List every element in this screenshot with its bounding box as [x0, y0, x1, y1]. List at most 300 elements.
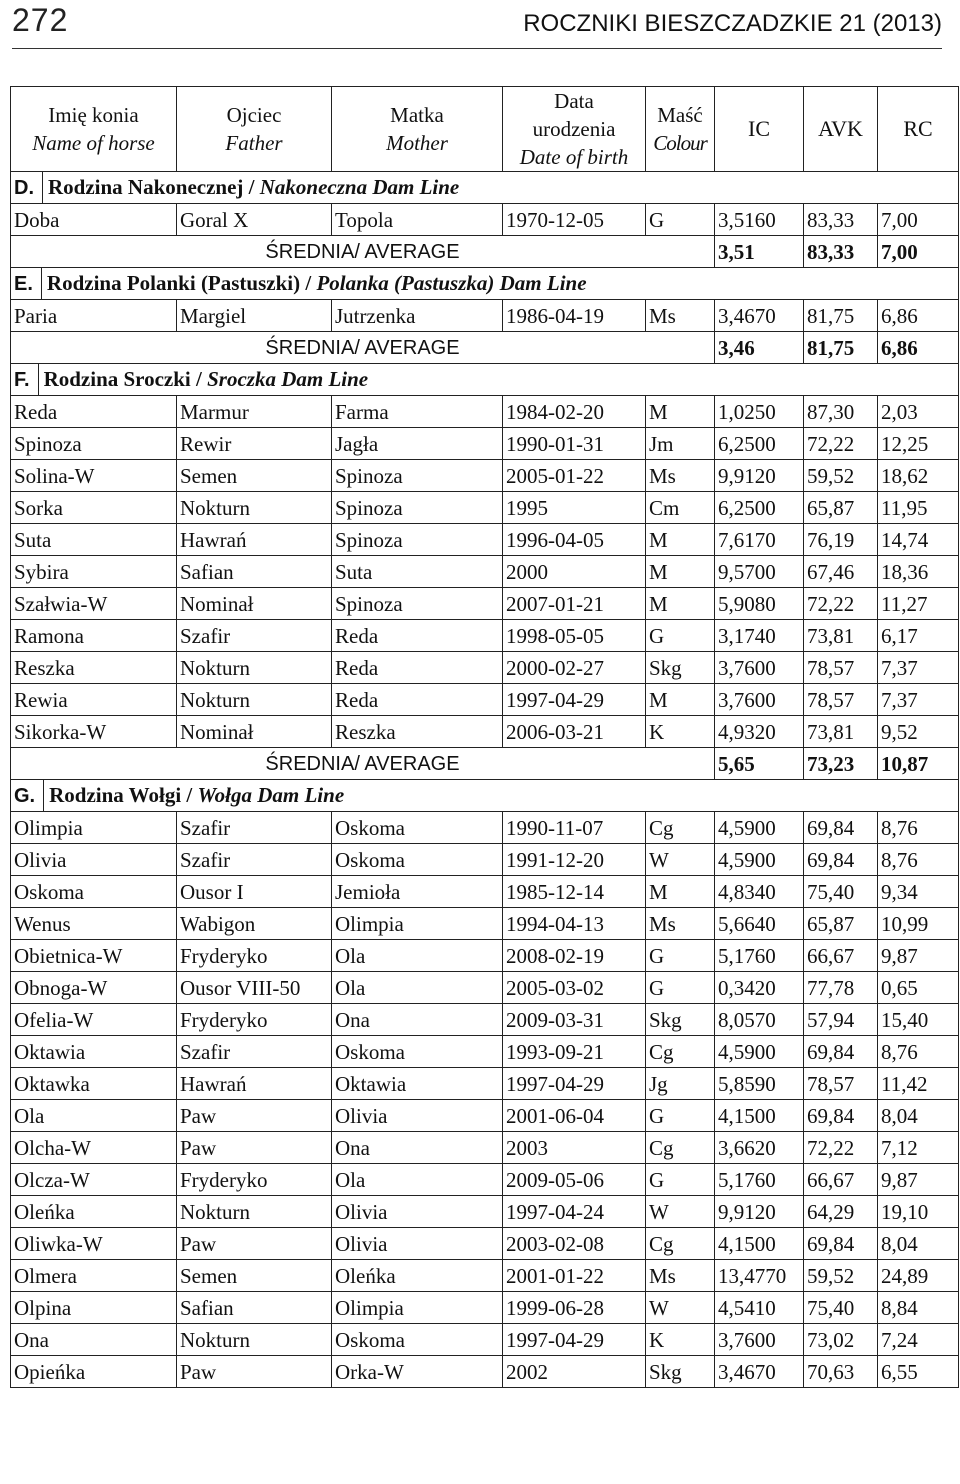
- section-letter-text: F.: [14, 369, 30, 391]
- cell-date-of-birth: 2003: [503, 1132, 646, 1164]
- cell-date-of-birth: 2000-02-27: [503, 652, 646, 684]
- table-row: [11, 1068, 959, 1100]
- cell-avk: 75,40: [804, 1292, 878, 1324]
- cell-avk: 69,84: [804, 812, 878, 844]
- cell-avk: 64,29: [804, 1196, 878, 1228]
- cell-father: Paw: [177, 1132, 332, 1164]
- cell-rc: 9,87: [878, 1164, 959, 1196]
- cell-father: Szafir: [177, 1036, 332, 1068]
- table-row: [11, 1228, 959, 1260]
- table-row: [11, 1100, 959, 1132]
- cell-colour: M: [646, 588, 715, 620]
- cell-rc: 19,10: [878, 1196, 959, 1228]
- cell-father: Paw: [177, 1100, 332, 1132]
- cell-mother: Topola: [332, 204, 503, 236]
- average-rc: 6,86: [878, 332, 959, 364]
- cell-ic: 4,1500: [715, 1228, 804, 1260]
- cell-rc: 7,24: [878, 1324, 959, 1356]
- cell-name: Suta: [11, 524, 177, 556]
- cell-father: Rewir: [177, 428, 332, 460]
- table-body: [11, 87, 959, 1388]
- average-ic: 3,46: [715, 332, 804, 364]
- cell-father: Nokturn: [177, 1196, 332, 1228]
- cell-rc: 7,37: [878, 684, 959, 716]
- cell-colour: Cg: [646, 1132, 715, 1164]
- cell-ic: 3,4670: [715, 1356, 804, 1388]
- cell-rc: 11,42: [878, 1068, 959, 1100]
- cell-mother: Olivia: [332, 1196, 503, 1228]
- cell-ic: 5,6640: [715, 908, 804, 940]
- cell-date-of-birth: 2003-02-08: [503, 1228, 646, 1260]
- col-header-father: Ojciec Father: [177, 87, 332, 172]
- cell-mother: Jagła: [332, 428, 503, 460]
- cell-avk: 67,46: [804, 556, 878, 588]
- section-title-en: Polanka (Pastuszka) Dam Line: [316, 271, 587, 295]
- cell-name: Olmera: [11, 1260, 177, 1292]
- cell-name: Reszka: [11, 652, 177, 684]
- section-title-pl: Rodzina Sroczki /: [43, 367, 208, 391]
- average-row: [11, 748, 959, 780]
- cell-avk: 66,67: [804, 940, 878, 972]
- cell-date-of-birth: 1993-09-21: [503, 1036, 646, 1068]
- cell-colour: M: [646, 396, 715, 428]
- cell-rc: 2,03: [878, 396, 959, 428]
- table-header-row: [11, 87, 959, 172]
- cell-colour: K: [646, 1324, 715, 1356]
- cell-rc: 8,04: [878, 1228, 959, 1260]
- cell-date-of-birth: 1984-02-20: [503, 396, 646, 428]
- average-row: [11, 332, 959, 364]
- cell-mother: Spinoza: [332, 492, 503, 524]
- section-header-row: [11, 268, 959, 300]
- cell-avk: 78,57: [804, 652, 878, 684]
- average-rc: 10,87: [878, 748, 959, 780]
- col-header-ic: IC: [715, 87, 804, 172]
- cell-rc: 6,86: [878, 300, 959, 332]
- cell-avk: 72,22: [804, 588, 878, 620]
- cell-father: Safian: [177, 556, 332, 588]
- cell-ic: 5,9080: [715, 588, 804, 620]
- cell-colour: Jg: [646, 1068, 715, 1100]
- cell-rc: 8,04: [878, 1100, 959, 1132]
- cell-father: Nokturn: [177, 684, 332, 716]
- cell-avk: 70,63: [804, 1356, 878, 1388]
- header-rule: [12, 48, 942, 49]
- table-row: [11, 620, 959, 652]
- table-row: [11, 844, 959, 876]
- cell-ic: 3,7600: [715, 652, 804, 684]
- cell-rc: 6,55: [878, 1356, 959, 1388]
- cell-colour: Skg: [646, 1004, 715, 1036]
- cell-avk: 69,84: [804, 844, 878, 876]
- horse-pedigree-table: [10, 86, 959, 1388]
- cell-rc: 12,25: [878, 428, 959, 460]
- table-row: [11, 972, 959, 1004]
- cell-father: Hawrań: [177, 524, 332, 556]
- cell-avk: 75,40: [804, 876, 878, 908]
- cell-colour: K: [646, 716, 715, 748]
- cell-name: Oleńka: [11, 1196, 177, 1228]
- cell-date-of-birth: 1994-04-13: [503, 908, 646, 940]
- cell-colour: G: [646, 1100, 715, 1132]
- table-row: [11, 652, 959, 684]
- cell-colour: G: [646, 620, 715, 652]
- cell-colour: Jm: [646, 428, 715, 460]
- cell-colour: G: [646, 1164, 715, 1196]
- cell-avk: 59,52: [804, 460, 878, 492]
- cell-rc: 8,76: [878, 844, 959, 876]
- cell-date-of-birth: 2002: [503, 1356, 646, 1388]
- cell-name: Solina-W: [11, 460, 177, 492]
- cell-mother: Reda: [332, 620, 503, 652]
- section-header-row: [11, 780, 959, 812]
- cell-ic: 3,6620: [715, 1132, 804, 1164]
- cell-father: Paw: [177, 1356, 332, 1388]
- cell-father: Nominał: [177, 588, 332, 620]
- cell-ic: 9,9120: [715, 460, 804, 492]
- table-row: [11, 1260, 959, 1292]
- cell-date-of-birth: 1985-12-14: [503, 876, 646, 908]
- section-title-pl: Rodzina Wołgi /: [49, 783, 198, 807]
- cell-date-of-birth: 2001-01-22: [503, 1260, 646, 1292]
- cell-ic: 4,5900: [715, 812, 804, 844]
- cell-father: Semen: [177, 1260, 332, 1292]
- average-label: ŚREDNIA/ AVERAGE: [11, 748, 715, 780]
- cell-colour: Cg: [646, 1228, 715, 1260]
- cell-ic: 6,2500: [715, 492, 804, 524]
- cell-date-of-birth: 1990-11-07: [503, 812, 646, 844]
- cell-avk: 78,57: [804, 1068, 878, 1100]
- cell-name: Sikorka-W: [11, 716, 177, 748]
- section-title: [41, 268, 587, 299]
- cell-mother: Oskoma: [332, 812, 503, 844]
- cell-name: Oktawka: [11, 1068, 177, 1100]
- cell-ic: 8,0570: [715, 1004, 804, 1036]
- section-title-en: Sroczka Dam Line: [207, 367, 369, 391]
- cell-father: Marmur: [177, 396, 332, 428]
- cell-name: Spinoza: [11, 428, 177, 460]
- cell-date-of-birth: 1990-01-31: [503, 428, 646, 460]
- cell-mother: Oskoma: [332, 844, 503, 876]
- cell-rc: 9,87: [878, 940, 959, 972]
- cell-rc: 18,36: [878, 556, 959, 588]
- cell-father: Ousor VIII-50: [177, 972, 332, 1004]
- cell-colour: Ms: [646, 300, 715, 332]
- cell-name: Obnoga-W: [11, 972, 177, 1004]
- cell-name: Paria: [11, 300, 177, 332]
- cell-colour: Ms: [646, 460, 715, 492]
- section-title-pl: Rodzina Polanki (Pastuszki) /: [46, 271, 317, 295]
- cell-father: Fryderyko: [177, 1004, 332, 1036]
- cell-father: Paw: [177, 1228, 332, 1260]
- cell-name: Ramona: [11, 620, 177, 652]
- cell-colour: M: [646, 684, 715, 716]
- section-letter: [11, 268, 959, 300]
- average-row: [11, 236, 959, 268]
- cell-ic: 4,9320: [715, 716, 804, 748]
- cell-colour: Skg: [646, 1356, 715, 1388]
- cell-rc: 7,37: [878, 652, 959, 684]
- cell-date-of-birth: 1986-04-19: [503, 300, 646, 332]
- cell-ic: 7,6170: [715, 524, 804, 556]
- cell-date-of-birth: 2008-02-19: [503, 940, 646, 972]
- cell-rc: 8,76: [878, 812, 959, 844]
- cell-date-of-birth: 2005-03-02: [503, 972, 646, 1004]
- section-title-en: Wołga Dam Line: [197, 783, 345, 807]
- cell-avk: 66,67: [804, 1164, 878, 1196]
- cell-rc: 18,62: [878, 460, 959, 492]
- cell-date-of-birth: 1970-12-05: [503, 204, 646, 236]
- cell-mother: Spinoza: [332, 460, 503, 492]
- table-row: [11, 204, 959, 236]
- section-letter: [11, 364, 959, 396]
- col-header-mother: Matka Mother: [332, 87, 503, 172]
- table-row: [11, 396, 959, 428]
- cell-father: Wabigon: [177, 908, 332, 940]
- cell-mother: Olivia: [332, 1228, 503, 1260]
- cell-colour: M: [646, 876, 715, 908]
- cell-ic: 4,8340: [715, 876, 804, 908]
- cell-avk: 81,75: [804, 300, 878, 332]
- col-header-colour: Maść Colour: [646, 87, 715, 172]
- cell-father: Hawrań: [177, 1068, 332, 1100]
- cell-name: Doba: [11, 204, 177, 236]
- cell-date-of-birth: 1997-04-29: [503, 684, 646, 716]
- cell-father: Szafir: [177, 844, 332, 876]
- cell-date-of-birth: 1991-12-20: [503, 844, 646, 876]
- cell-rc: 7,00: [878, 204, 959, 236]
- cell-date-of-birth: 2007-01-21: [503, 588, 646, 620]
- average-avk: 73,23: [804, 748, 878, 780]
- cell-colour: M: [646, 524, 715, 556]
- table-row: [11, 492, 959, 524]
- cell-colour: W: [646, 1292, 715, 1324]
- cell-rc: 10,99: [878, 908, 959, 940]
- cell-rc: 14,74: [878, 524, 959, 556]
- average-label: ŚREDNIA/ AVERAGE: [11, 236, 715, 268]
- cell-avk: 65,87: [804, 492, 878, 524]
- cell-avk: 72,22: [804, 1132, 878, 1164]
- cell-rc: 0,65: [878, 972, 959, 1004]
- cell-mother: Jutrzenka: [332, 300, 503, 332]
- cell-date-of-birth: 2001-06-04: [503, 1100, 646, 1132]
- cell-colour: W: [646, 844, 715, 876]
- cell-mother: Olivia: [332, 1100, 503, 1132]
- cell-rc: 9,52: [878, 716, 959, 748]
- table-row: [11, 1004, 959, 1036]
- cell-avk: 69,84: [804, 1228, 878, 1260]
- cell-colour: Ms: [646, 908, 715, 940]
- average-avk: 81,75: [804, 332, 878, 364]
- average-label: ŚREDNIA/ AVERAGE: [11, 332, 715, 364]
- cell-name: Reda: [11, 396, 177, 428]
- cell-date-of-birth: 2005-01-22: [503, 460, 646, 492]
- cell-date-of-birth: 2000: [503, 556, 646, 588]
- cell-ic: 1,0250: [715, 396, 804, 428]
- average-avk: 83,33: [804, 236, 878, 268]
- cell-name: Ola: [11, 1100, 177, 1132]
- cell-ic: 9,5700: [715, 556, 804, 588]
- cell-name: Olimpia: [11, 812, 177, 844]
- cell-rc: 11,27: [878, 588, 959, 620]
- cell-ic: 3,4670: [715, 300, 804, 332]
- cell-father: Fryderyko: [177, 1164, 332, 1196]
- cell-mother: Reszka: [332, 716, 503, 748]
- cell-mother: Ola: [332, 972, 503, 1004]
- average-rc: 7,00: [878, 236, 959, 268]
- cell-mother: Oskoma: [332, 1036, 503, 1068]
- cell-ic: 4,1500: [715, 1100, 804, 1132]
- cell-ic: 5,8590: [715, 1068, 804, 1100]
- table-row: [11, 1164, 959, 1196]
- cell-name: Rewia: [11, 684, 177, 716]
- cell-name: Oktawia: [11, 1036, 177, 1068]
- cell-avk: 73,81: [804, 620, 878, 652]
- cell-colour: G: [646, 204, 715, 236]
- cell-rc: 6,17: [878, 620, 959, 652]
- cell-avk: 87,30: [804, 396, 878, 428]
- cell-date-of-birth: 1996-04-05: [503, 524, 646, 556]
- cell-father: Goral X: [177, 204, 332, 236]
- cell-date-of-birth: 1997-04-24: [503, 1196, 646, 1228]
- table-row: [11, 812, 959, 844]
- cell-name: Olcha-W: [11, 1132, 177, 1164]
- cell-colour: Skg: [646, 652, 715, 684]
- cell-avk: 77,78: [804, 972, 878, 1004]
- cell-name: Ofelia-W: [11, 1004, 177, 1036]
- cell-mother: Olimpia: [332, 908, 503, 940]
- cell-date-of-birth: 2006-03-21: [503, 716, 646, 748]
- cell-mother: Spinoza: [332, 524, 503, 556]
- table-row: [11, 1196, 959, 1228]
- cell-mother: Ola: [332, 940, 503, 972]
- cell-name: Sorka: [11, 492, 177, 524]
- table-row: [11, 556, 959, 588]
- col-header-avk: AVK: [804, 87, 878, 172]
- cell-mother: Suta: [332, 556, 503, 588]
- cell-mother: Oktawia: [332, 1068, 503, 1100]
- table-row: [11, 1324, 959, 1356]
- cell-rc: 15,40: [878, 1004, 959, 1036]
- cell-avk: 72,22: [804, 428, 878, 460]
- table-row: [11, 1132, 959, 1164]
- cell-ic: 5,1760: [715, 940, 804, 972]
- cell-ic: 5,1760: [715, 1164, 804, 1196]
- cell-name: Opieńka: [11, 1356, 177, 1388]
- col-header-name: Imię konia Name of horse: [11, 87, 177, 172]
- cell-mother: Ola: [332, 1164, 503, 1196]
- col-header-date-of-birth: Data urodzenia Date of birth: [503, 87, 646, 172]
- section-title-en: Nakoneczna Dam Line: [259, 175, 460, 199]
- section-title: [43, 780, 344, 811]
- cell-ic: 13,4770: [715, 1260, 804, 1292]
- section-title-pl: Rodzina Nakonecznej /: [48, 175, 260, 199]
- cell-father: Nokturn: [177, 652, 332, 684]
- cell-ic: 3,7600: [715, 1324, 804, 1356]
- cell-mother: Ona: [332, 1004, 503, 1036]
- cell-colour: M: [646, 556, 715, 588]
- cell-father: Szafir: [177, 620, 332, 652]
- cell-mother: Ona: [332, 1132, 503, 1164]
- cell-name: Olcza-W: [11, 1164, 177, 1196]
- cell-mother: Farma: [332, 396, 503, 428]
- cell-colour: W: [646, 1196, 715, 1228]
- cell-ic: 9,9120: [715, 1196, 804, 1228]
- cell-date-of-birth: 1999-06-28: [503, 1292, 646, 1324]
- cell-ic: 4,5900: [715, 1036, 804, 1068]
- section-title: [42, 172, 459, 203]
- average-ic: 3,51: [715, 236, 804, 268]
- cell-date-of-birth: 2009-03-31: [503, 1004, 646, 1036]
- cell-name: Oliwka-W: [11, 1228, 177, 1260]
- cell-father: Nokturn: [177, 1324, 332, 1356]
- cell-rc: 8,84: [878, 1292, 959, 1324]
- section-letter-text: E.: [14, 273, 33, 295]
- cell-ic: 4,5900: [715, 844, 804, 876]
- cell-avk: 65,87: [804, 908, 878, 940]
- cell-ic: 3,5160: [715, 204, 804, 236]
- cell-rc: 8,76: [878, 1036, 959, 1068]
- section-title: [38, 364, 369, 395]
- section-letter: [11, 172, 959, 204]
- table-row: [11, 716, 959, 748]
- cell-ic: 3,7600: [715, 684, 804, 716]
- cell-date-of-birth: 2009-05-06: [503, 1164, 646, 1196]
- cell-date-of-birth: 1998-05-05: [503, 620, 646, 652]
- cell-father: Szafir: [177, 812, 332, 844]
- cell-name: Sybira: [11, 556, 177, 588]
- table-row: [11, 300, 959, 332]
- cell-name: Obietnica-W: [11, 940, 177, 972]
- table-row: [11, 428, 959, 460]
- table-row: [11, 1356, 959, 1388]
- cell-avk: 83,33: [804, 204, 878, 236]
- cell-father: Safian: [177, 1292, 332, 1324]
- section-letter-text: G.: [14, 785, 36, 807]
- table-row: [11, 588, 959, 620]
- cell-avk: 57,94: [804, 1004, 878, 1036]
- cell-ic: 3,1740: [715, 620, 804, 652]
- cell-colour: G: [646, 940, 715, 972]
- cell-father: Nokturn: [177, 492, 332, 524]
- table-row: [11, 524, 959, 556]
- section-header-row: [11, 364, 959, 396]
- cell-avk: 73,02: [804, 1324, 878, 1356]
- table-row: [11, 940, 959, 972]
- cell-name: Oskoma: [11, 876, 177, 908]
- table-row: [11, 460, 959, 492]
- cell-mother: Reda: [332, 684, 503, 716]
- cell-avk: 69,84: [804, 1036, 878, 1068]
- cell-colour: Cm: [646, 492, 715, 524]
- average-ic: 5,65: [715, 748, 804, 780]
- page-header: [0, 0, 960, 70]
- cell-date-of-birth: 1997-04-29: [503, 1068, 646, 1100]
- cell-rc: 24,89: [878, 1260, 959, 1292]
- cell-colour: Ms: [646, 1260, 715, 1292]
- cell-mother: Orka-W: [332, 1356, 503, 1388]
- cell-avk: 73,81: [804, 716, 878, 748]
- cell-colour: Cg: [646, 812, 715, 844]
- cell-date-of-birth: 1995: [503, 492, 646, 524]
- cell-avk: 59,52: [804, 1260, 878, 1292]
- page-number: 272: [12, 2, 69, 38]
- cell-father: Fryderyko: [177, 940, 332, 972]
- table-row: [11, 876, 959, 908]
- cell-name: Ona: [11, 1324, 177, 1356]
- table-row: [11, 908, 959, 940]
- cell-rc: 7,12: [878, 1132, 959, 1164]
